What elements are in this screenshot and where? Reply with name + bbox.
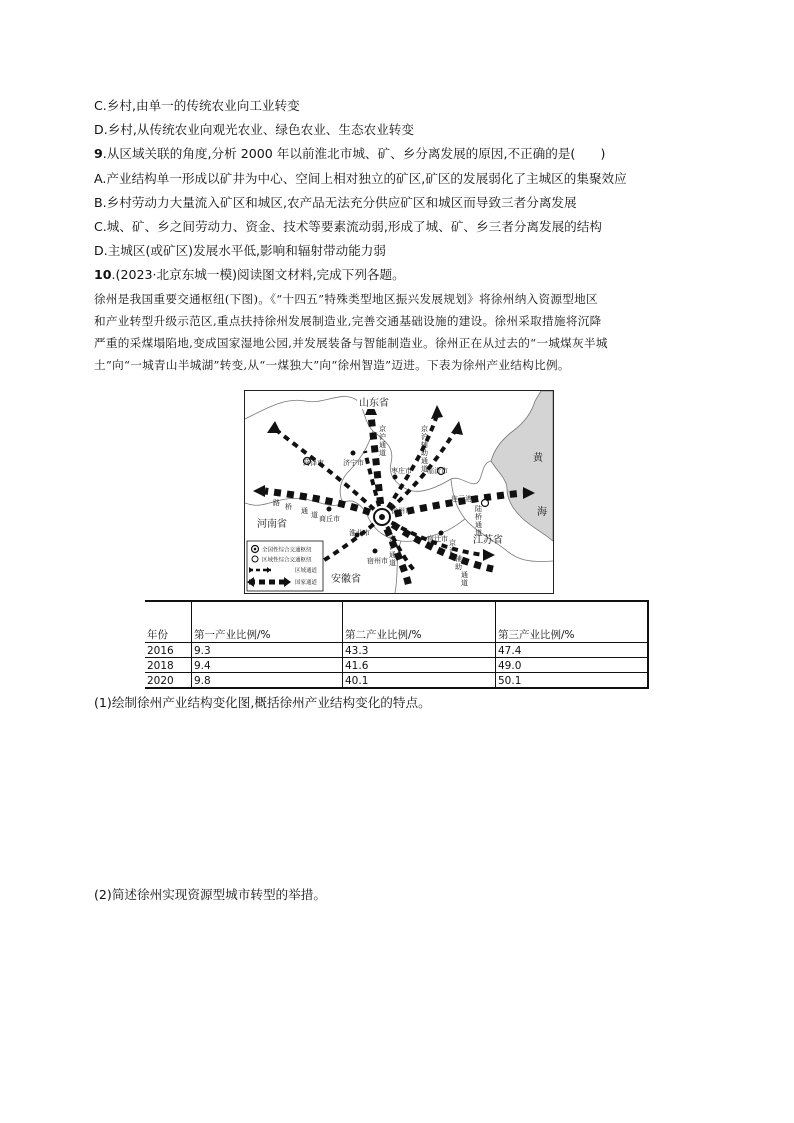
- cell-primary: 9.4: [192, 657, 343, 672]
- sea-label-2: 海: [537, 507, 547, 518]
- corridor-label: 辅: [421, 441, 428, 449]
- province-label-henan: 河南省: [257, 519, 287, 530]
- city-label-linyi: 临沂市: [427, 467, 448, 475]
- corridor-label: 道: [421, 465, 428, 473]
- city-dot: [393, 475, 398, 480]
- table-header-row: [145, 601, 648, 642]
- question-9-option-a: A.产业结构单一形成以矿井为中心、空间上相对独立的矿区,矿区的发展弱化了主城区的集聚效应: [94, 171, 627, 186]
- option-c-prev: C.乡村,由单一的传统农业向工业转变: [94, 98, 300, 113]
- cell-tertiary: 49.0: [496, 657, 649, 672]
- city-label-huaibei: 淮北市: [349, 529, 370, 537]
- national-corridor-arrow: [253, 485, 265, 497]
- question-10-sub-1: (1)绘制徐州产业结构变化图,概括徐州产业结构变化的特点。: [94, 695, 431, 710]
- corridor-label: 沪: [389, 543, 396, 551]
- city-label-shangqiu: 商丘市: [319, 515, 340, 523]
- question-10-number: 10: [94, 267, 112, 282]
- corridor-label: 通: [475, 521, 482, 529]
- corridor-label: 京: [421, 425, 428, 433]
- city-label-lianyungang: 连云港市: [451, 495, 479, 503]
- city-dot: [351, 451, 356, 456]
- header-year: 年份: [145, 601, 192, 642]
- option-d-prev: D.乡村,从传统农业向观光农业、绿色农业、生态农业转变: [94, 122, 414, 137]
- city-label-zaozhuang: 枣庄市: [391, 467, 412, 475]
- province-label-jiangsu: 江苏省: [473, 535, 503, 546]
- header-primary: 第一产业比例/%: [192, 601, 343, 642]
- corridor-label: 京: [449, 539, 456, 547]
- legend-regional-hub-icon: [252, 556, 258, 562]
- national-corridor-arrow: [451, 421, 463, 435]
- material-line: 和产业转型升级示范区,重点扶持徐州发展制造业,完善交通基础设施的建设。徐州采取措施将沉降: [94, 314, 602, 328]
- regional-hub-icon: [482, 500, 489, 507]
- corridor-label: 京: [379, 425, 386, 433]
- city-label-heze: 菏泽市: [303, 459, 324, 467]
- city-label-suqian: 宿迁市: [427, 535, 448, 543]
- question-10-material: [94, 288, 700, 376]
- corridor-label: 沪: [379, 433, 386, 441]
- corridor-label: 陆: [475, 505, 482, 513]
- corridor-label: 通: [301, 507, 308, 515]
- corridor-label: 桥: [285, 503, 292, 511]
- table-row: [145, 642, 648, 657]
- xuzhou-transport-map: [244, 390, 554, 594]
- corridor-label: 道: [311, 511, 318, 519]
- question-9-option-c: C.城、矿、乡之间劳动力、资金、技术等要素流动弱,形成了城、矿、乡三者分离发展的结构: [94, 219, 602, 234]
- province-label-shandong: 山东省: [359, 398, 389, 409]
- cell-secondary: 43.3: [343, 642, 496, 657]
- province-label-anhui: 安徽省: [331, 574, 361, 585]
- material-line: 土”向“一城青山半城湖”转变,从“一煤独大”向“徐州智造”迈进。下表为徐州产业结构比例。: [94, 358, 570, 372]
- question-9-stem: [94, 146, 605, 162]
- cell-secondary: 41.6: [343, 657, 496, 672]
- corridor-label: 通: [461, 571, 468, 579]
- corridor-label: 通: [421, 457, 428, 465]
- corridor-label: 助: [421, 449, 428, 457]
- material-line: 徐州是我国重要交通枢纽(下图)。《“十四五”特殊类型地区振兴发展规划》将徐州纳入资源型地区: [94, 292, 598, 306]
- national-corridor-arrow: [483, 549, 495, 561]
- legend-national-corridor: 国家通道: [295, 580, 318, 586]
- question-9-option-d: D.主城区(或矿区)发展水平低,影响和辐射带动能力弱: [94, 243, 386, 258]
- industry-structure-table: [145, 600, 649, 689]
- table-row: [145, 672, 648, 688]
- cell-primary: 9.8: [192, 672, 343, 688]
- cell-tertiary: 50.1: [496, 672, 649, 688]
- city-label-suzhou: 宿州市: [367, 557, 388, 565]
- city-dot: [373, 549, 378, 554]
- question-9-option-b: B.乡村劳动力大量流入矿区和城区,农产品无法充分供应矿区和城区而导致三者分离发展: [94, 195, 577, 210]
- cell-primary: 9.3: [192, 642, 343, 657]
- city-label-jining: 济宁市: [343, 459, 364, 467]
- cell-secondary: 40.1: [343, 672, 496, 688]
- cell-year: 2018: [145, 657, 192, 672]
- question-9-text: .从区域关联的角度,分析 2000 年以前淮北市城、矿、乡分离发展的原因,不正确的是( ): [102, 146, 606, 161]
- corridor-label: 道: [461, 579, 468, 587]
- cell-year: 2016: [145, 642, 192, 657]
- table-row: [145, 657, 648, 672]
- city-label-xuzhou: 徐州市: [391, 507, 412, 515]
- map-legend: [247, 541, 323, 591]
- corridor-label: 沪: [421, 433, 428, 441]
- city-dot: [327, 507, 332, 512]
- material-line: 严重的采煤塌陷地,变成国家湿地公园,并发展装备与智能制造业。徐州正在从过去的“一城煤灰半城: [94, 336, 608, 350]
- legend-regional-corridor: 区域通道: [295, 568, 318, 574]
- corridor-label: 助: [455, 563, 462, 571]
- corridor-label: 道: [475, 529, 482, 537]
- national-corridor-arrow: [267, 421, 281, 433]
- cell-tertiary: 47.4: [496, 642, 649, 657]
- corridor-label: 道: [389, 559, 396, 567]
- corridor-label: 道: [379, 449, 386, 457]
- question-10-sub-2: (2)简述徐州实现资源型城市转型的举措。: [94, 887, 326, 902]
- question-10-text: .(2023·北京东城一模)阅读图文材料,完成下列各题。: [111, 267, 405, 282]
- corridor-label: 通: [379, 441, 386, 449]
- question-10-stem: [94, 267, 405, 283]
- question-9-number: 9: [94, 146, 103, 161]
- corridor-label: 沪: [449, 547, 456, 555]
- sea-label-1: 黄: [533, 453, 543, 464]
- legend-regional-hub: 区域性综合交通枢纽: [262, 557, 312, 564]
- cell-year: 2020: [145, 672, 192, 688]
- corridor-label: 桥: [475, 513, 482, 521]
- header-secondary: 第二产业比例/%: [343, 601, 496, 642]
- header-tertiary: 第三产业比例/%: [496, 601, 649, 642]
- legend-national-hub: 全国性综合交通枢纽: [262, 547, 312, 554]
- corridor-label: 辅: [455, 555, 462, 563]
- corridor-label: 通: [389, 551, 396, 559]
- national-corridor-arrow: [431, 405, 443, 419]
- sea-area: [491, 391, 553, 541]
- corridor-label: 京: [389, 535, 396, 543]
- corridor-label: 路: [273, 499, 280, 507]
